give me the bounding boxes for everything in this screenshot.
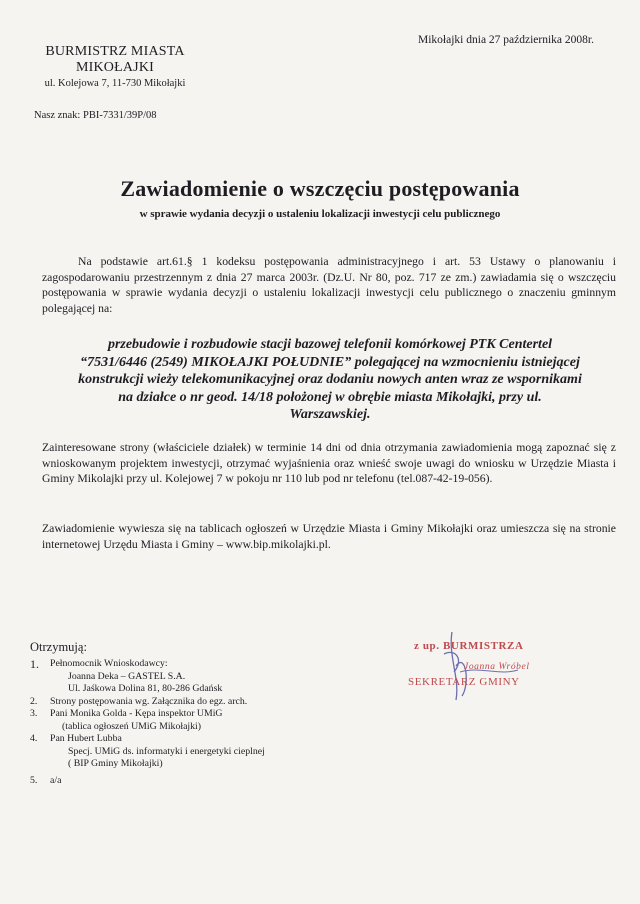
item-number: 2. <box>30 695 38 707</box>
document-title: Zawiadomienie o wszczęciu postępowania <box>120 176 520 201</box>
subject-line: na działce o nr geod. 14/18 położonej w obrębie miasta Mikołajki, przy ul. <box>118 389 542 405</box>
recipients-list <box>30 640 265 787</box>
item-number: 1. <box>30 657 39 671</box>
subject-line: “7531/6446 (2549) MIKOŁAJKI POŁUDNIE” polegającej na wzmocnieniu istniejącej <box>80 354 580 370</box>
issuer-address: ul. Kolejowa 7, 11-730 Mikołajki <box>44 78 186 89</box>
recipients-heading: Otrzymują: <box>30 640 87 654</box>
document-subtitle: w sprawie wydania decyzji o ustaleniu lokalizacji inwestycji celu publicznego <box>139 208 501 220</box>
publication-paragraph: Zawiadomienie wywiesza się na tablicach ogłoszeń w Urzędzie Miasta i Gminy Mikołajki oraz umieszcza się na stronie internetowej Urzędu Miasta i Gminy – www.bip.mikolajki.pl. <box>42 522 616 551</box>
intro-paragraph: Na podstawie art.61.§ 1 kodeksu postępowania administracyjnego i art. 53 Ustawy o planowaniu i zagospodarowaniu przestrzennym z dnia 27 marca 2003r. (Dz.U. Nr 80, poz. 717 ze zm.) zawiadamia się o wszczęciu postępowania w sprawie wydania decyzji o ustaleniu lokalizacji inwestycji celu publicznego o znaczeniu gminnym polegającej na: <box>42 255 616 315</box>
list-item <box>30 733 265 746</box>
item-text: ( BIP Gminy Mikołajki) <box>68 758 163 769</box>
issuer-name-line1: BURMISTRZ MIASTA <box>45 44 185 59</box>
issuer-name-line2: MIKOŁAJKI <box>75 60 154 75</box>
list-item <box>30 708 265 721</box>
stamp-line: z up. BURMISTRZA <box>414 640 524 652</box>
item-text: Ul. Jaśkowa Dolina 81, 80-286 Gdańsk <box>68 683 223 694</box>
subject-line: przebudowie i rozbudowie stacji bazowej telefonii komórkowej PTK Centertel <box>107 337 553 352</box>
item-number: 4. <box>30 733 38 744</box>
investment-subject <box>52 336 608 424</box>
issuer-block <box>30 44 200 89</box>
item-text: Joanna Deka – GASTEL S.A. <box>68 670 186 682</box>
stamp-line: Joanna Wróbel <box>464 662 530 672</box>
item-text: Pan Hubert Lubba <box>50 733 122 744</box>
item-number: 3. <box>30 708 38 719</box>
subject-line: konstrukcji wieży telekomunikacyjnej oraz dodaniu nowych anten wraz ze wspornikami <box>78 372 582 387</box>
letter-date: Mikołajki dnia 27 października 2008r. <box>418 34 594 46</box>
list-item <box>30 775 265 788</box>
item-text: Pełnomocnik Wnioskodawcy: <box>50 658 168 669</box>
list-item <box>30 696 265 709</box>
item-text: Pani Monika Golda - Kępa inspektor UMiG <box>50 708 223 719</box>
item-text: (tablica ogłoszeń UMiG Mikołajki) <box>62 720 202 732</box>
list-item <box>30 658 265 671</box>
item-text: Strony postępowania wg. Załącznika do egz. arch. <box>50 695 248 707</box>
subject-line: Warszawskiej. <box>289 407 371 422</box>
item-text: Specj. UMiG ds. informatyki i energetyki cieplnej <box>68 745 265 757</box>
stamp-line: SEKRETARZ GMINY <box>408 676 520 688</box>
official-stamp <box>400 626 560 706</box>
parties-paragraph: Zainteresowane strony (właściciele działek) w terminie 14 dni od dnia otrzymania zawiadomienia mogą zapoznać się z wnioskowanym projektem inwestycji, otrzymać wyjaśnienia oraz wnieść swoje uwagi do wniosku w Urzędzie Miasta i Gminy Mikolajki przy ul. Kolejowej 7 w pokoju nr 110 lub pod nr telefonu (tel.087-42-19-056). <box>42 441 616 485</box>
reference-number: Nasz znak: PBI-7331/39P/08 <box>34 110 157 121</box>
item-number: 5. <box>30 774 38 786</box>
item-text: a/a <box>50 774 62 786</box>
